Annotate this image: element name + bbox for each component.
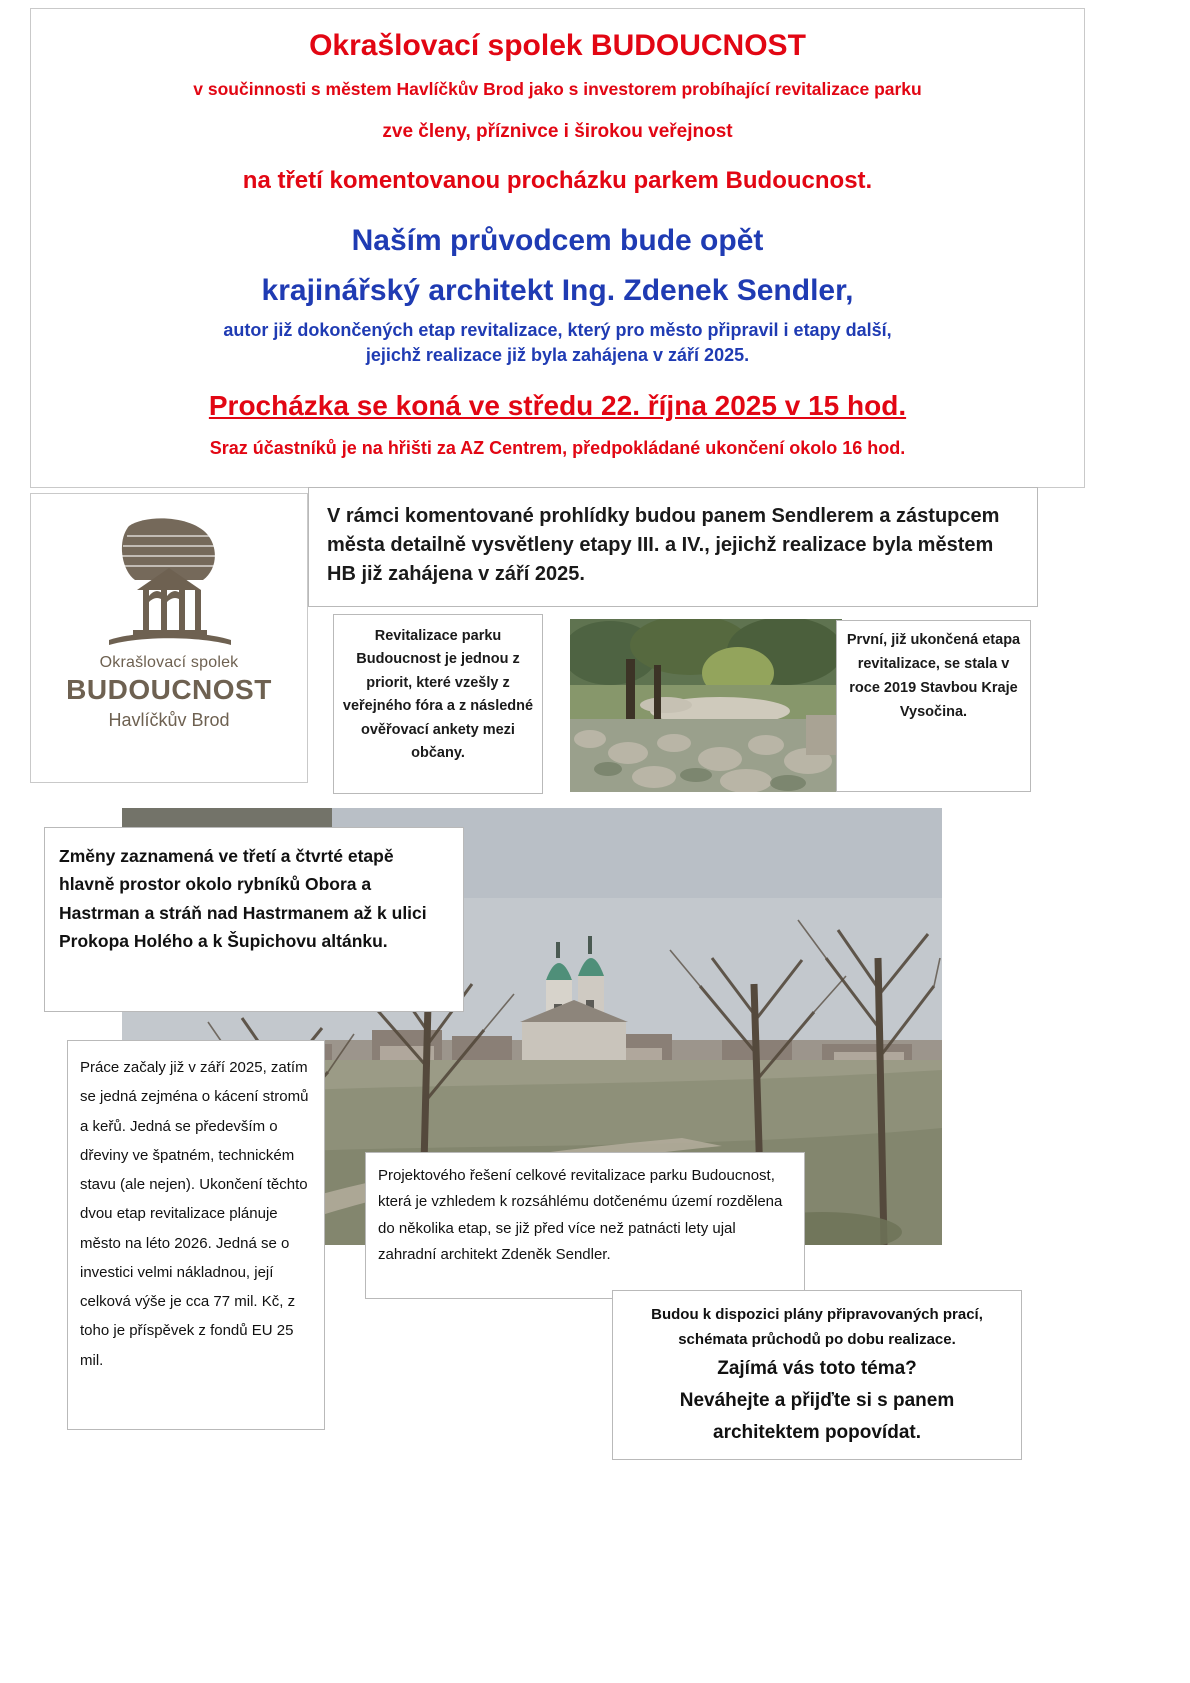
event-datetime: Procházka se koná ve středu 22. října 2025 v 15 hod. (208, 390, 907, 422)
logo-line-2: BUDOUCNOST (66, 674, 272, 705)
callout-invitation (612, 1290, 1022, 1460)
callout-project-solution: Projektového řešení celkové revitalizace parku Budoucnost, která je vzhledem k rozsáhlému dotčenému území rozdělena do několika etap, se již před více než patnácti lety ujal zahradní architekt Zdeněk Sendler. (365, 1152, 805, 1299)
meeting-point: Sraz účastníků je na hřišti za AZ Centrem, předpokládané ukončení okolo 16 hod. (209, 438, 906, 459)
park-revitalization-photo-graphic (570, 619, 842, 792)
invitation-line-3: Zajímá vás toto téma? (717, 1357, 917, 1379)
association-logo-box (30, 493, 308, 783)
guide-line-2: krajinářský architekt Ing. Zdenek Sendler, (261, 273, 854, 307)
logo-text (31, 654, 307, 731)
invitation-line-2: schémata průchodů po dobu realizace. (678, 1330, 956, 1348)
logo-line-1: Okrašlovací spolek (99, 654, 239, 671)
invitation-line-1: Budou k dispozici plány připravovaných prací, (651, 1306, 983, 1323)
callout-works-progress: Práce začaly již v září 2025, zatím se jedná zejména o kácení stromů a keřů. Jedná se především o dřeviny ve špatném, technickém stavu (ale nejen). Ukončení těchto dvou etap revitalizace plánuje město na léto 2026. Jedná se o investici velmi nákladnou, její celková výše je cca 77 mil. Kč, z toho je příspěvek z fondů EU 25 mil. (67, 1040, 325, 1430)
callout-changes-stages: Změny zaznamená ve třetí a čtvrté etapě hlavně prostor okolo rybníků Obora a Hastrman a stráň nad Hastrmanem až k ulici Prokopa Holého a k Šupichovu altánku. (44, 827, 464, 1012)
header-subtitle-2: zve členy, příznivce i širokou veřejnost (382, 121, 733, 143)
guide-note-1: autor již dokončených etap revitalizace, který pro město připravil i etapy další, (223, 320, 892, 341)
page-title: Okrašlovací spolek BUDOUCNOST (309, 29, 806, 62)
invitation-line-4: Neváhejte a přijďte si s panem (679, 1389, 955, 1411)
guide-line-1: Naším průvodcem bude opět (351, 224, 764, 258)
callout-sendler-explanation: V rámci komentované prohlídky budou panem Sendlerem a zástupcem města detailně vysvětleny etapy III. a IV., jejichž realizace byla městem HB již zahájena v září 2025. (308, 487, 1038, 607)
callout-first-stage: První, již ukončená etapa revitalizace, se stala v roce 2019 Stavbou Kraje Vysočina. (836, 620, 1031, 792)
invitation-line-5: architektem popovídat. (713, 1422, 921, 1444)
logo-line-3: Havlíčkův Brod (108, 710, 230, 730)
guide-note-2: jejichž realizace již byla zahájena v září 2025. (365, 344, 750, 365)
header-subtitle-3: na třetí komentovanou procházku parkem Budoucnost. (242, 167, 873, 195)
park-revitalization-photo (570, 619, 842, 792)
gazebo-tree-logo-icon (99, 518, 239, 648)
header-subtitle-1: v součinnosti s městem Havlíčkův Brod jako s investorem probíhající revitalizace parku (193, 78, 922, 99)
callout-priority: Revitalizace parku Budoucnost je jednou z priorit, které vzešly z veřejného fóra a z následné ověřovací ankety mezi občany. (333, 614, 543, 794)
poster-header (30, 8, 1085, 488)
